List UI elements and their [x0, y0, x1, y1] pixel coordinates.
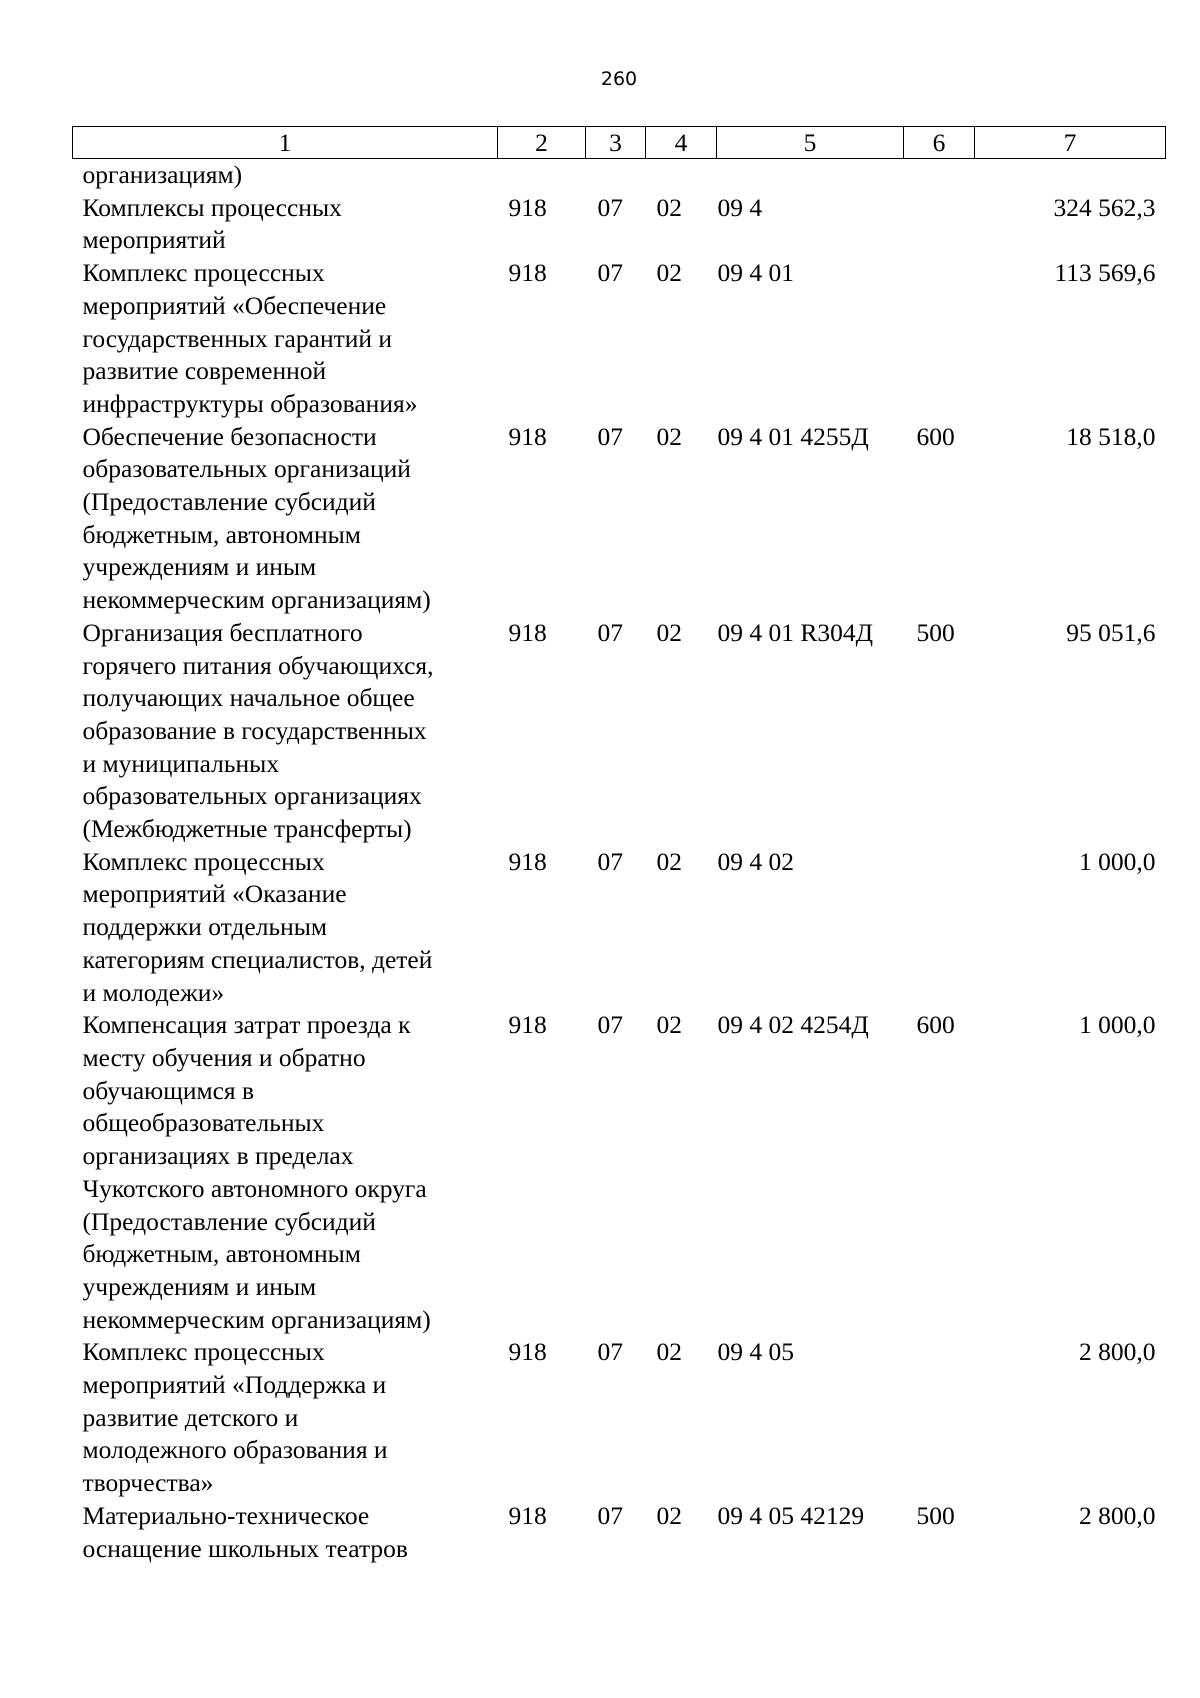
subsection-code: 02: [656, 1500, 682, 1530]
description-line: Комплекс процессных: [82, 846, 325, 876]
table-row: [73, 421, 1166, 617]
row-description: [73, 192, 498, 257]
row-description: [73, 1500, 498, 1565]
section-code: 07: [597, 846, 623, 876]
department-code: 918: [508, 192, 547, 222]
department-code: 918: [508, 1337, 547, 1367]
table-row: [73, 159, 1166, 192]
target-article-code: 09 4 01: [717, 258, 794, 288]
target-article-code: [717, 159, 904, 192]
row-description: [73, 159, 498, 192]
table-row: [73, 1009, 1166, 1336]
section-code: 07: [597, 1337, 623, 1367]
department-code: 918: [508, 421, 547, 451]
section-code: 07: [597, 617, 623, 647]
section-code: 07: [597, 421, 623, 451]
target-article-code: 09 4 02 4254Д: [717, 1010, 869, 1040]
description-line: развитие детского и: [82, 1402, 299, 1432]
description-line: и муниципальных: [82, 748, 280, 778]
subsection-code: 02: [656, 1337, 682, 1367]
department-code: 918: [508, 258, 547, 288]
description-line: мероприятий «Обеспечение: [82, 290, 387, 320]
table-body: [73, 159, 1166, 1566]
header-col-4: 4: [646, 127, 717, 159]
expense-type-code: [904, 1336, 975, 1500]
description-line: бюджетным, автономным: [82, 519, 361, 549]
description-line: государственных гарантий и: [82, 323, 393, 353]
table-row: [73, 1500, 1166, 1565]
description-line: Комплекс процессных: [82, 258, 325, 288]
target-article-code: 09 4 05 42129: [717, 1500, 865, 1530]
expense-type-code: 500: [916, 617, 955, 647]
table-row: [73, 257, 1166, 421]
target-article-code: 09 4 01 R304Д: [717, 617, 874, 647]
amount: 18 518,0: [1066, 421, 1156, 451]
description-line: учреждениям и иным: [82, 1271, 317, 1301]
target-article-code: 09 4 01 4255Д: [717, 421, 869, 451]
department-code: 918: [508, 1500, 547, 1530]
page-number: 260: [600, 68, 638, 90]
amount: 1 000,0: [1079, 1010, 1156, 1040]
subsection-code: 02: [656, 258, 682, 288]
description-line: развитие современной: [82, 356, 327, 386]
subsection-code: [646, 159, 717, 192]
expense-type-code: [904, 192, 975, 257]
section-code: 07: [597, 1010, 623, 1040]
description-line: мероприятий: [82, 225, 226, 255]
department-code: 918: [508, 846, 547, 876]
row-description: [73, 617, 498, 846]
description-line: образовательных организациях: [82, 781, 422, 811]
description-line: учреждениям и иным: [82, 552, 317, 582]
target-article-code: 09 4 02: [717, 846, 794, 876]
description-line: Материально-техническое: [82, 1500, 370, 1530]
description-line: Комплексы процессных: [82, 192, 342, 222]
budget-table: [72, 126, 1166, 1565]
header-row: [73, 127, 1166, 159]
row-description: [73, 257, 498, 421]
description-line: категориям специалистов, детей: [82, 944, 433, 974]
expense-type-code: [904, 159, 975, 192]
description-line: образование в государственных: [82, 715, 427, 745]
section-code: 07: [597, 192, 623, 222]
description-line: некоммерческим организациям): [82, 1304, 431, 1334]
header-col-3: 3: [586, 127, 646, 159]
description-line: получающих начальное общее: [82, 683, 415, 713]
section-code: [586, 159, 646, 192]
description-line: Обеспечение безопасности: [82, 421, 377, 451]
description-line: горячего питания обучающихся,: [82, 650, 434, 680]
row-description: [73, 1336, 498, 1500]
table-header: [73, 127, 1166, 159]
subsection-code: 02: [656, 1010, 682, 1040]
row-description: [73, 1009, 498, 1336]
description-line: месту обучения и обратно: [82, 1042, 366, 1072]
header-col-5: 5: [717, 127, 904, 159]
description-line: образовательных организаций: [82, 454, 411, 484]
description-line: некоммерческим организациям): [82, 585, 431, 615]
description-line: Компенсация затрат проезда к: [82, 1010, 411, 1040]
table-row: [73, 617, 1166, 846]
amount: 113 569,6: [1054, 258, 1156, 288]
description-line: молодежного образования и: [82, 1435, 388, 1465]
description-line: (Предоставление субсидий: [82, 487, 376, 517]
subsection-code: 02: [656, 421, 682, 451]
header-col-1: 1: [73, 127, 498, 159]
expense-type-code: 600: [916, 1010, 955, 1040]
department-code: 918: [508, 1010, 547, 1040]
description-line: (Межбюджетные трансферты): [82, 814, 412, 844]
description-line: мероприятий «Поддержка и: [82, 1370, 387, 1400]
description-line: организациям): [82, 160, 243, 189]
description-line: мероприятий «Оказание: [82, 879, 347, 909]
amount: 1 000,0: [1079, 846, 1156, 876]
header-col-6: 6: [904, 127, 975, 159]
target-article-code: 09 4 05: [717, 1337, 794, 1367]
description-line: творчества»: [82, 1468, 214, 1498]
description-line: инфраструктуры образования»: [82, 388, 418, 418]
header-col-2: 2: [498, 127, 586, 159]
expense-type-code: 600: [916, 421, 955, 451]
table-row: [73, 846, 1166, 1010]
description-line: обучающимся в: [82, 1075, 255, 1105]
amount: 2 800,0: [1079, 1337, 1156, 1367]
description-line: и молодежи»: [82, 977, 225, 1007]
amount: 95 051,6: [1066, 617, 1156, 647]
description-line: Комплекс процессных: [82, 1337, 325, 1367]
subsection-code: 02: [656, 846, 682, 876]
table-row: [73, 192, 1166, 257]
description-line: Организация бесплатного: [82, 617, 363, 647]
expense-type-code: [904, 257, 975, 421]
row-description: [73, 421, 498, 617]
header-col-7: 7: [975, 127, 1166, 159]
description-line: поддержки отдельным: [82, 912, 327, 942]
section-code: 07: [597, 1500, 623, 1530]
amount: [975, 159, 1166, 192]
department-code: 918: [508, 617, 547, 647]
expense-type-code: 500: [916, 1500, 955, 1530]
subsection-code: 02: [656, 617, 682, 647]
amount: 324 562,3: [1053, 192, 1156, 222]
expense-type-code: [904, 846, 975, 1010]
row-description: [73, 846, 498, 1010]
description-line: организациях в пределах: [82, 1141, 354, 1171]
description-line: (Предоставление субсидий: [82, 1206, 376, 1236]
description-line: Чукотского автономного округа: [82, 1173, 427, 1203]
table-row: [73, 1336, 1166, 1500]
section-code: 07: [597, 258, 623, 288]
description-line: бюджетным, автономным: [82, 1239, 361, 1269]
amount: 2 800,0: [1079, 1500, 1156, 1530]
target-article-code: 09 4: [717, 192, 763, 222]
description-line: общеобразовательных: [82, 1108, 325, 1138]
department-code: [498, 159, 586, 192]
description-line: оснащение школьных театров: [82, 1533, 408, 1563]
subsection-code: 02: [656, 192, 682, 222]
